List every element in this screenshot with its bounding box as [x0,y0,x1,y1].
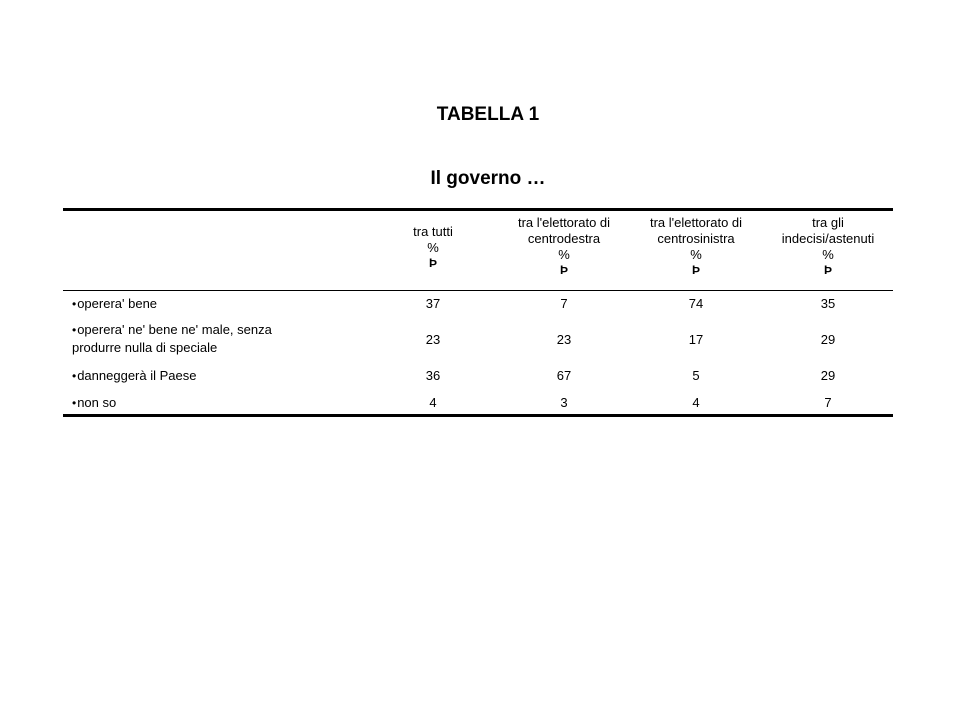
column-header-centrosinistra [635,215,757,277]
row-label-text-line2: produrre nulla di speciale [72,340,218,355]
cell-all: 37 [425,296,441,311]
table-row [63,394,893,414]
column-header-line1: tra l'elettorato di [517,215,611,230]
cell-all: 23 [425,332,441,347]
column-header-percent: % [690,247,702,262]
column-header-centrodestra [503,215,625,277]
column-header-line2: centrodestra [527,231,601,246]
column-header-percent: % [822,247,834,262]
row-label [72,367,372,385]
row-label-text: operera' ne' bene ne' male, senza [77,322,272,337]
row-label-text: danneggerà il Paese [77,368,197,383]
table-top-rule [63,208,893,211]
cell-all: 4 [429,395,437,410]
row-label [72,295,372,313]
bullet-icon: • [72,396,77,410]
column-header-line1: tra gli [812,215,844,230]
column-header-percent: % [427,240,439,255]
table-title: TABELLA 1 [436,104,540,125]
cell-indecisi: 29 [820,368,836,383]
column-header-indecisi [767,215,889,277]
cell-centrosinistra: 74 [688,296,704,311]
column-header-all [383,224,483,270]
row-label [72,321,372,357]
cell-centrodestra: 3 [560,395,568,410]
bullet-icon: • [72,369,77,383]
column-header-marker: Þ [823,263,832,277]
column-header-line1: tra l'elettorato di [649,215,743,230]
column-header-line1: tra tutti [413,224,453,239]
column-header-marker: Þ [428,256,437,270]
row-label-text: non so [77,395,117,410]
table-row [63,295,893,317]
bullet-icon: • [72,297,77,311]
cell-indecisi: 29 [820,332,836,347]
column-header-line2: indecisi/astenuti [781,231,875,246]
cell-indecisi: 35 [820,296,836,311]
cell-centrosinistra: 17 [688,332,704,347]
table-subtitle: Il governo … [430,168,546,189]
table-row [63,367,893,389]
cell-indecisi: 7 [824,395,832,410]
column-header-line2: centrosinistra [657,231,735,246]
cell-centrosinistra: 4 [692,395,700,410]
column-header-percent: % [558,247,570,262]
table-row [63,321,893,361]
cell-centrosinistra: 5 [692,368,700,383]
header-separator-rule [63,290,893,291]
row-label [72,394,372,412]
cell-centrodestra: 23 [556,332,572,347]
column-header-marker: Þ [691,263,700,277]
results-table [63,208,893,418]
cell-centrodestra: 67 [556,368,572,383]
row-label-text: operera' bene [77,296,158,311]
cell-all: 36 [425,368,441,383]
column-header-marker: Þ [559,263,568,277]
cell-centrodestra: 7 [560,296,568,311]
table-bottom-rule [63,414,893,417]
bullet-icon: • [72,323,77,337]
